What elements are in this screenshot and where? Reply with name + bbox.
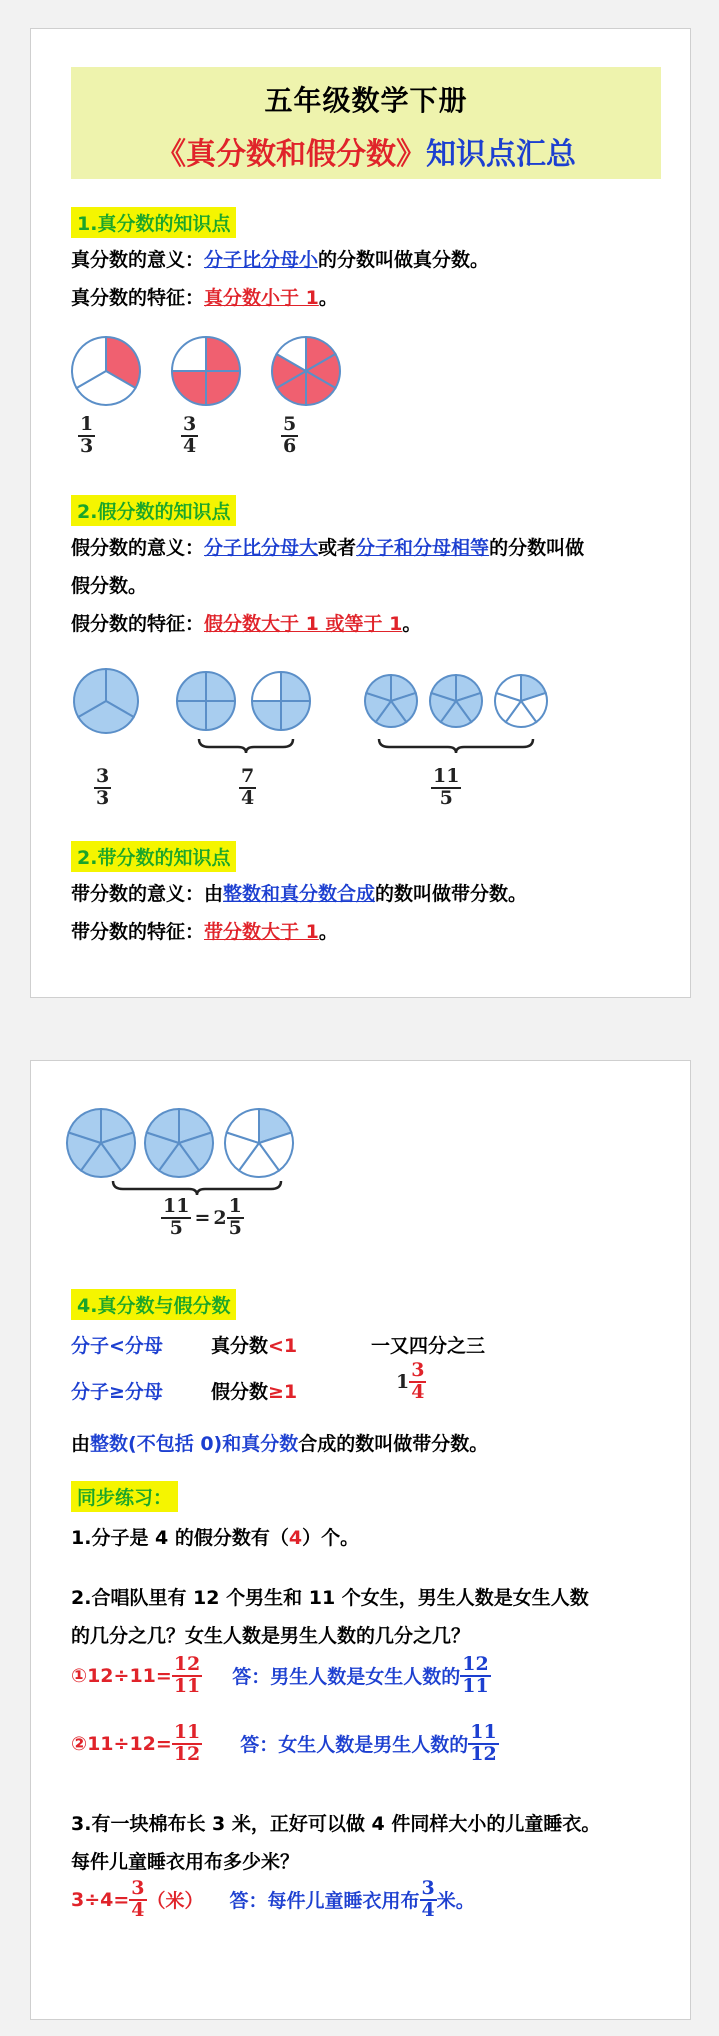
pie-three-quarters-slice: [172, 337, 206, 371]
pie2-fifths-one: [225, 1109, 293, 1177]
fraction-5-6: $\frac{5}{6}$: [283, 413, 297, 457]
title-red: 《真分数和假分数》: [156, 137, 426, 172]
improper-meaning-line2: 假分数。: [71, 575, 148, 597]
title-line-1: 五年级数学下册: [264, 84, 468, 117]
pie-three-quarters-slice: [206, 337, 240, 371]
mixed-number-pies: [31, 1091, 691, 1201]
pie-quarters-full-slice: [206, 672, 235, 701]
proper-feature: 真分数的特征：真分数小于 1。: [71, 287, 338, 309]
brace-seven-quarters: [199, 739, 293, 753]
mixed-meaning: 带分数的意义：由整数和真分数合成的数叫做带分数。: [71, 883, 528, 905]
mixed-equation: $\frac{11}{5}$ = 2 $\frac{1}{5}$: [163, 1195, 242, 1239]
pie2-fifths-full-1: [67, 1109, 135, 1177]
section-2-heading: 2.假分数的知识点: [71, 495, 236, 526]
pie-quarters-three: [252, 672, 310, 730]
pie-five-sixths: [272, 337, 340, 405]
section-4-heading: 4.真分数与假分数: [71, 1289, 236, 1320]
proper-meaning: 真分数的意义：分子比分母小的分数叫做真分数。: [71, 249, 490, 271]
pie-quarters-three-slice: [281, 672, 310, 701]
fraction-11-5: $\frac{11}{5}$: [433, 765, 460, 809]
pie-quarters-full-slice: [177, 672, 206, 701]
mixed-feature: 带分数的特征：带分数大于 1。: [71, 921, 338, 943]
pie-quarters-full-slice: [206, 701, 235, 730]
title-blue: 知识点汇总: [426, 137, 576, 172]
row1-label: 真分数<1: [211, 1335, 298, 1357]
page-1: [30, 28, 691, 998]
proper-fraction-pies: [31, 319, 691, 429]
section-1-heading: 1.真分数的知识点: [71, 207, 236, 238]
answer-3: 3÷4= $\frac{3}{4}$ （米） 答：每件儿童睡衣用布 $\frac{3}{4}$ 米。: [71, 1877, 475, 1921]
pie-one-third: [72, 337, 140, 405]
pie-three-quarters: [172, 337, 240, 405]
pie-quarters-three-slice: [252, 672, 281, 701]
mixed-note: 由整数(不包括 0)和真分数合成的数叫做带分数。: [71, 1433, 489, 1455]
improper-meaning: 假分数的意义：分子比分母大或者分子和分母相等的分数叫做: [71, 537, 585, 559]
title-line-2: [71, 129, 661, 173]
question-1: 1.分子是 4 的假分数有（4）个。: [71, 1527, 360, 1549]
title-banner: [71, 67, 661, 179]
row1-condition: 分子<分母: [71, 1335, 163, 1357]
pie-quarters-full: [177, 672, 235, 730]
improper-fraction-pies: [31, 649, 691, 759]
row2-label: 假分数≥1: [211, 1381, 298, 1403]
pie-thirds-full: [74, 669, 138, 733]
page-2: [30, 1060, 691, 2020]
fraction-3-3: $\frac{3}{3}$: [96, 765, 110, 809]
practice-heading: 同步练习：: [71, 1481, 178, 1512]
improper-feature: 假分数的特征：假分数大于 1 或等于 1。: [71, 613, 422, 635]
question-2-line-1: 2.合唱队里有 12 个男生和 11 个女生，男生人数是女生人数: [71, 1587, 589, 1609]
section-3-heading: 2.带分数的知识点: [71, 841, 236, 872]
fraction-7-4: $\frac{7}{4}$: [241, 765, 255, 809]
pie-quarters-three-slice: [281, 701, 310, 730]
pie-fifths-one: [495, 675, 547, 727]
question-3-line-1: 3.有一块棉布长 3 米，正好可以做 4 件同样大小的儿童睡衣。: [71, 1813, 601, 1835]
answer-2b: ②11÷12= $\frac{11}{12}$ 答：女生人数是男生人数的 $\frac{11}{12}$: [71, 1721, 497, 1765]
pie-fifths-full-2: [430, 675, 482, 727]
pie2-fifths-full-2: [145, 1109, 213, 1177]
pie-quarters-three-slice: [252, 701, 281, 730]
row1-reading: 一又四分之三: [371, 1335, 486, 1357]
row2-condition: 分子≥分母: [71, 1381, 163, 1403]
answer-2a: ①12÷11= $\frac{12}{11}$ 答：男生人数是女生人数的 $\frac{12}{11}$: [71, 1653, 489, 1697]
pie-three-quarters-slice: [172, 371, 206, 405]
question-3-line-2: 每件儿童睡衣用布多少米？: [71, 1851, 300, 1873]
question-2-line-2: 的几分之几？女生人数是男生人数的几分之几？: [71, 1625, 471, 1647]
pie-quarters-full-slice: [177, 701, 206, 730]
fraction-1-3: $\frac{1}{3}$: [80, 413, 94, 457]
brace-mixed: [113, 1181, 281, 1195]
pie-three-quarters-slice: [206, 371, 240, 405]
pie-fifths-full-1: [365, 675, 417, 727]
brace-eleven-fifths: [379, 739, 533, 753]
mixed-example: 1 $\frac{3}{4}$: [396, 1359, 425, 1403]
fraction-3-4: $\frac{3}{4}$: [183, 413, 197, 457]
